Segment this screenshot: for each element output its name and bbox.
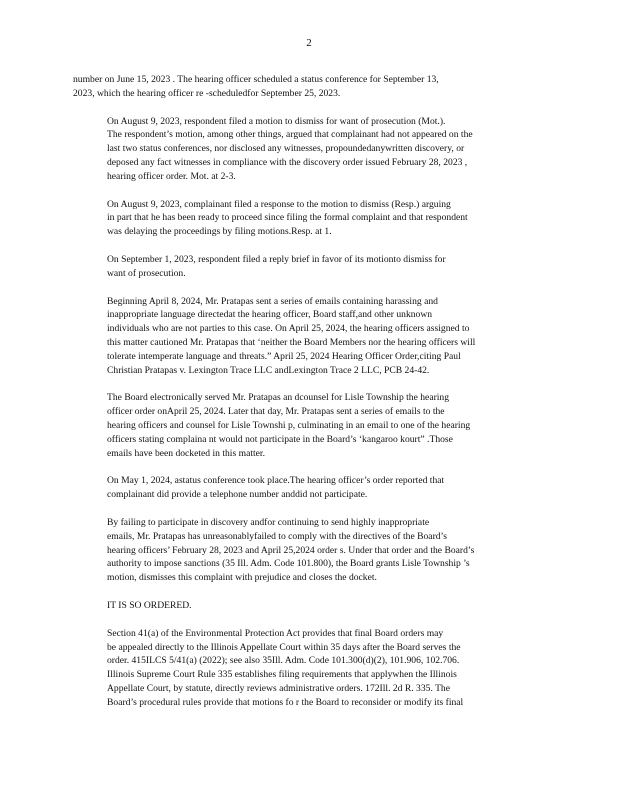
text-line: emails have been docketed in this matter. [107,447,265,459]
paragraph-emails [73,295,533,378]
text-line: was delaying the proceedings by filing motions.Resp. at 1. [107,226,332,238]
text-line: in part that he has been ready to proceed since filing the formal complaint and that respondent [107,212,468,224]
text-line: authority to impose sanctions (35 Ill. Adm. Code 101.800), the Board grants Lisle Township ’s [107,558,470,570]
text-line: Appellate Court, by statute, directly reviews administrative orders. 172Ill. 2d R. 335. The [107,682,450,694]
text-line: emails, Mr. Pratapas has unreasonablyfailed to comply with the directives of the Board’s [107,530,447,542]
document-body [73,73,533,709]
paragraph-service [73,391,533,460]
text-line: tolerate intemperate language and threats.” April 25, 2024 Hearing Officer Order,citing Paul [107,350,461,362]
text-line: On May 1, 2024, astatus conference took place.The hearing officer’s order reported that [107,475,445,487]
text-line: On August 9, 2023, respondent filed a motion to dismiss for want of prosecution (Mot.). [107,115,446,127]
text-line: hearing officer order. Mot. at 2-3. [107,170,236,182]
text-line: By failing to participate in discovery andfor continuing to send highly inappropriate [107,516,430,528]
paragraph-so-ordered [73,599,533,613]
text-line: deposed any fact witnesses in compliance with the discovery order issued February 28, 2023 , [107,156,468,168]
text-line: number on June 15, 2023 . The hearing officer scheduled a status conference for September 13, [73,74,439,85]
text-line: IT IS SO ORDERED. [107,599,192,611]
text-line: On September 1, 2023, respondent filed a reply brief in favor of its motionto dismiss for [107,253,446,265]
text-line: complainant did provide a telephone number anddid not participate. [107,489,368,501]
text-line: The Board electronically served Mr. Pratapas an dcounsel for Lisle Township the hearing [107,392,450,404]
text-line: hearing officers and counsel for Lisle Townshi p, culminating in an email to one of the hearing [107,419,471,431]
text-line: The respondent’s motion, among other things, argued that complainant had not appeared on the [107,129,473,141]
page-number: 2 [306,37,312,49]
paragraph-appeal-rights [73,627,533,710]
text-line: officers stating complaina nt would not participate in the Board’s ‘kangaroo kourt” .Those [107,433,453,445]
text-line: order. 415ILCS 5/41(a) (2022); see also 35Ill. Adm. Code 101.300(d)(2), 101.906, 102.706. [107,655,460,667]
paragraph-dismissal [73,516,533,585]
text-line: Board’s procedural rules provide that motions fo r the Board to reconsider or modify its final [107,696,464,708]
paragraph-motion-to-dismiss [73,115,533,184]
text-line: be appealed directly to the Illinois Appellate Court within 35 days after the Board serves the [107,641,461,653]
paragraph-status-conference [73,474,533,502]
text-line: Section 41(a) of the Environmental Protection Act provides that final Board orders may [107,627,444,639]
text-line: motion, dismisses this complaint with prejudice and closes the docket. [107,572,377,584]
text-line: On August 9, 2023, complainant filed a response to the motion to dismiss (Resp.) arguing [107,198,451,210]
paragraph-response [73,198,533,239]
text-line: Christian Pratapas v. Lexington Trace LLC andLexington Trace 2 LLC, PCB 24-42. [107,364,430,376]
text-line: 2023, which the hearing officer re -scheduledfor September 25, 2023. [73,87,341,99]
paragraph-reply-brief [73,253,533,281]
text-line: this matter cautioned Mr. Pratapas that ‘neither the Board Members nor the hearing officers will [107,336,476,348]
text-line: inappropriate language directedat the hearing officer, Board staff,and other unknown [107,309,433,321]
text-line: hearing officers’ February 28, 2023 and April 25,2024 order s. Under that order and the Board’s [107,544,475,556]
paragraph-scheduling [73,73,533,101]
text-line: Illinois Supreme Court Rule 335 establishes filing requirements that applywhen the Illinois [107,669,457,681]
text-line: want of prosecution. [107,267,186,279]
text-line: Beginning April 8, 2024, Mr. Pratapas sent a series of emails containing harassing and [107,295,438,307]
text-line: last two status conferences, nor disclosed any witnesses, propoundedanywritten discovery, or [107,143,465,155]
text-line: officer order onApril 25, 2024. Later that day, Mr. Pratapas sent a series of emails to the [107,406,445,418]
text-line: individuals who are not parties to this case. On April 25, 2024, the hearing officers assigned to [107,323,470,335]
